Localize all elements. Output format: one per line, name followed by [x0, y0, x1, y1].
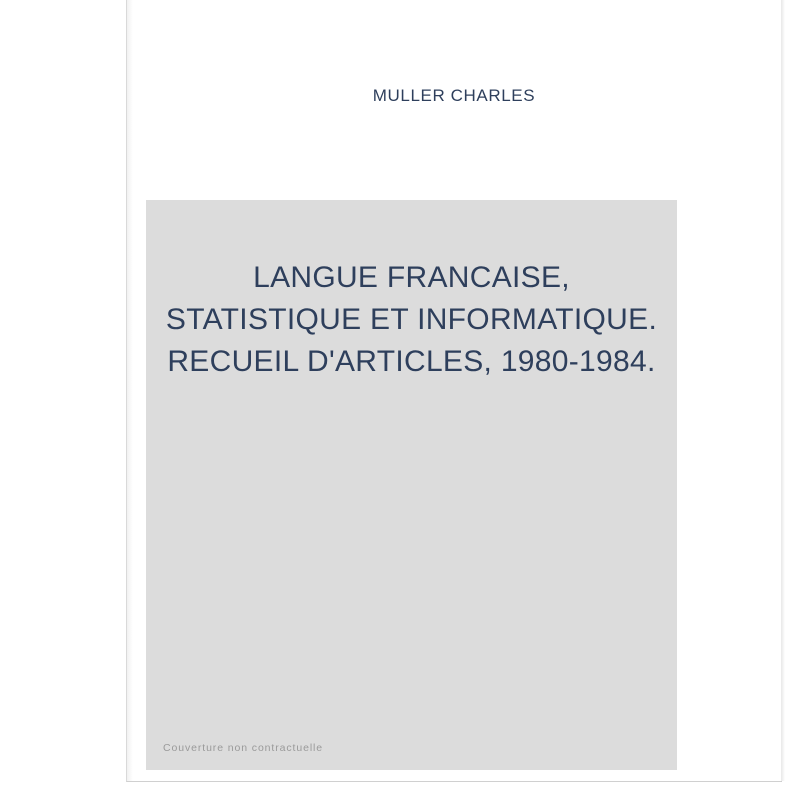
cover-disclaimer: Couverture non contractuelle	[163, 742, 324, 754]
cover-title-panel	[146, 200, 677, 770]
book-cover	[126, 0, 782, 782]
cover-title: LANGUE FRANCAISE, STATISTIQUE ET INFORMATIQUE. RECUEIL D'ARTICLES, 1980-1984.	[165, 261, 658, 378]
cover-author: MULLER CHARLES	[372, 86, 536, 105]
